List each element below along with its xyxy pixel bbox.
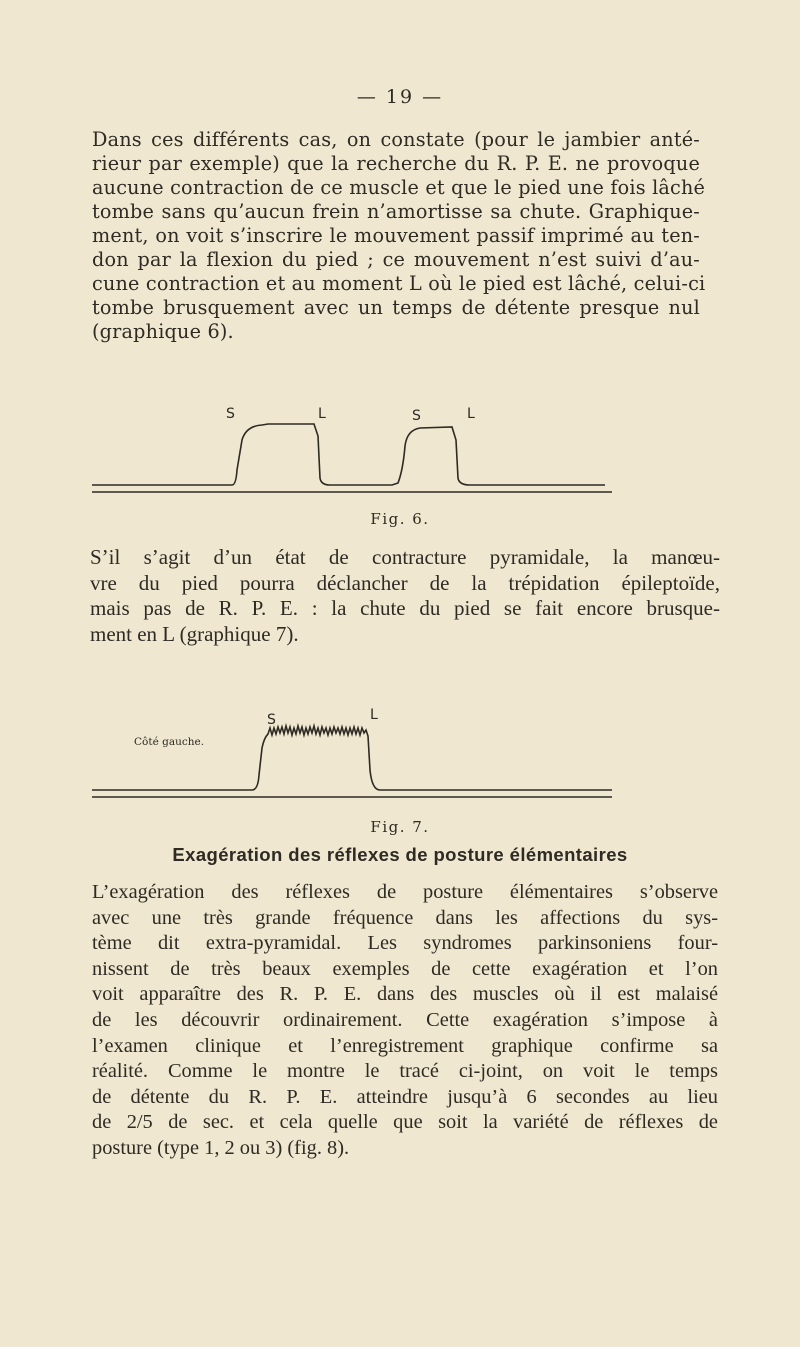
text-line: nissent de très beaux exemples de cette exagération et l’on	[92, 957, 718, 980]
text-line: Dans ces différents cas, on constate (pour le jambier anté-	[92, 128, 700, 151]
fig7-label-l: L	[370, 707, 378, 723]
text-line: posture (type 1, 2 ou 3) (fig. 8).	[92, 1136, 350, 1159]
text-line: S’il s’agit d’un état de contracture pyramidale, la manœu-	[90, 545, 720, 569]
text-line: rieur par exemple) que la recherche du R. P. E. ne provoque	[92, 152, 700, 175]
page-number: — 19 —	[356, 86, 444, 108]
text-line: vre du pied pourra déclancher de la trépidation épileptoïde,	[90, 570, 720, 595]
text-line: don par la flexion du pied ; ce mouvement n’est suivi d’au-	[92, 248, 700, 271]
fig6-label-s2: S	[412, 408, 421, 424]
text-line: l’examen clinique et l’enregistrement graphique confirme sa	[92, 1034, 718, 1057]
text-line: avec une très grande fréquence dans les affections du sys-	[92, 906, 718, 929]
text-line: de 2/5 de sec. et cela quelle que soit la variété de réflexes de	[92, 1111, 718, 1134]
text-line: ment en L (graphique 7).	[90, 621, 299, 646]
figure-7-caption: Fig. 7.	[370, 818, 430, 836]
fig6-label-l2: L	[467, 406, 475, 422]
text-line: L’exagération des réflexes de posture élémentaires s’observe	[92, 881, 718, 903]
text-line: aucune contraction de ce muscle et que le pied une fois lâché	[92, 176, 706, 199]
fig7-side-label: Côté gauche.	[134, 736, 205, 748]
text-line: de les découvrir ordinairement. Cette exagération s’impose à	[92, 1008, 718, 1031]
text-line: tème dit extra-pyramidal. Les syndromes parkinsoniens four-	[92, 932, 718, 955]
fig6-label-l1: L	[318, 406, 326, 422]
text-line: (graphique 6).	[92, 320, 234, 343]
fig7-label-s: S	[267, 712, 276, 728]
text-line: de détente du R. P. E. atteindre jusqu’à 6 secondes au lieu	[92, 1085, 718, 1108]
text-line: réalité. Comme le montre le tracé ci-joint, on voit le temps	[92, 1060, 718, 1083]
text-line: mais pas de R. P. E. : la chute du pied se fait encore brusque-	[90, 596, 720, 620]
text-line: tombe brusquement avec un temps de détente presque nul	[92, 296, 700, 319]
figure-6-caption: Fig. 6.	[370, 510, 430, 528]
text-line: voit apparaître des R. P. E. dans des muscles où il est malaisé	[92, 983, 718, 1006]
text-line: cune contraction et au moment L où le pied est lâché, celui-ci	[92, 272, 706, 295]
paragraph-3	[92, 880, 718, 1162]
text-line: ment, on voit s’inscrire le mouvement passif imprimé au ten-	[92, 224, 700, 247]
text-line: tombe sans qu’aucun frein n’amortisse sa chute. Graphique-	[92, 200, 700, 223]
fig6-label-s1: S	[226, 406, 235, 422]
section-heading: Exagération des réflexes de posture élémentaires	[172, 844, 628, 865]
